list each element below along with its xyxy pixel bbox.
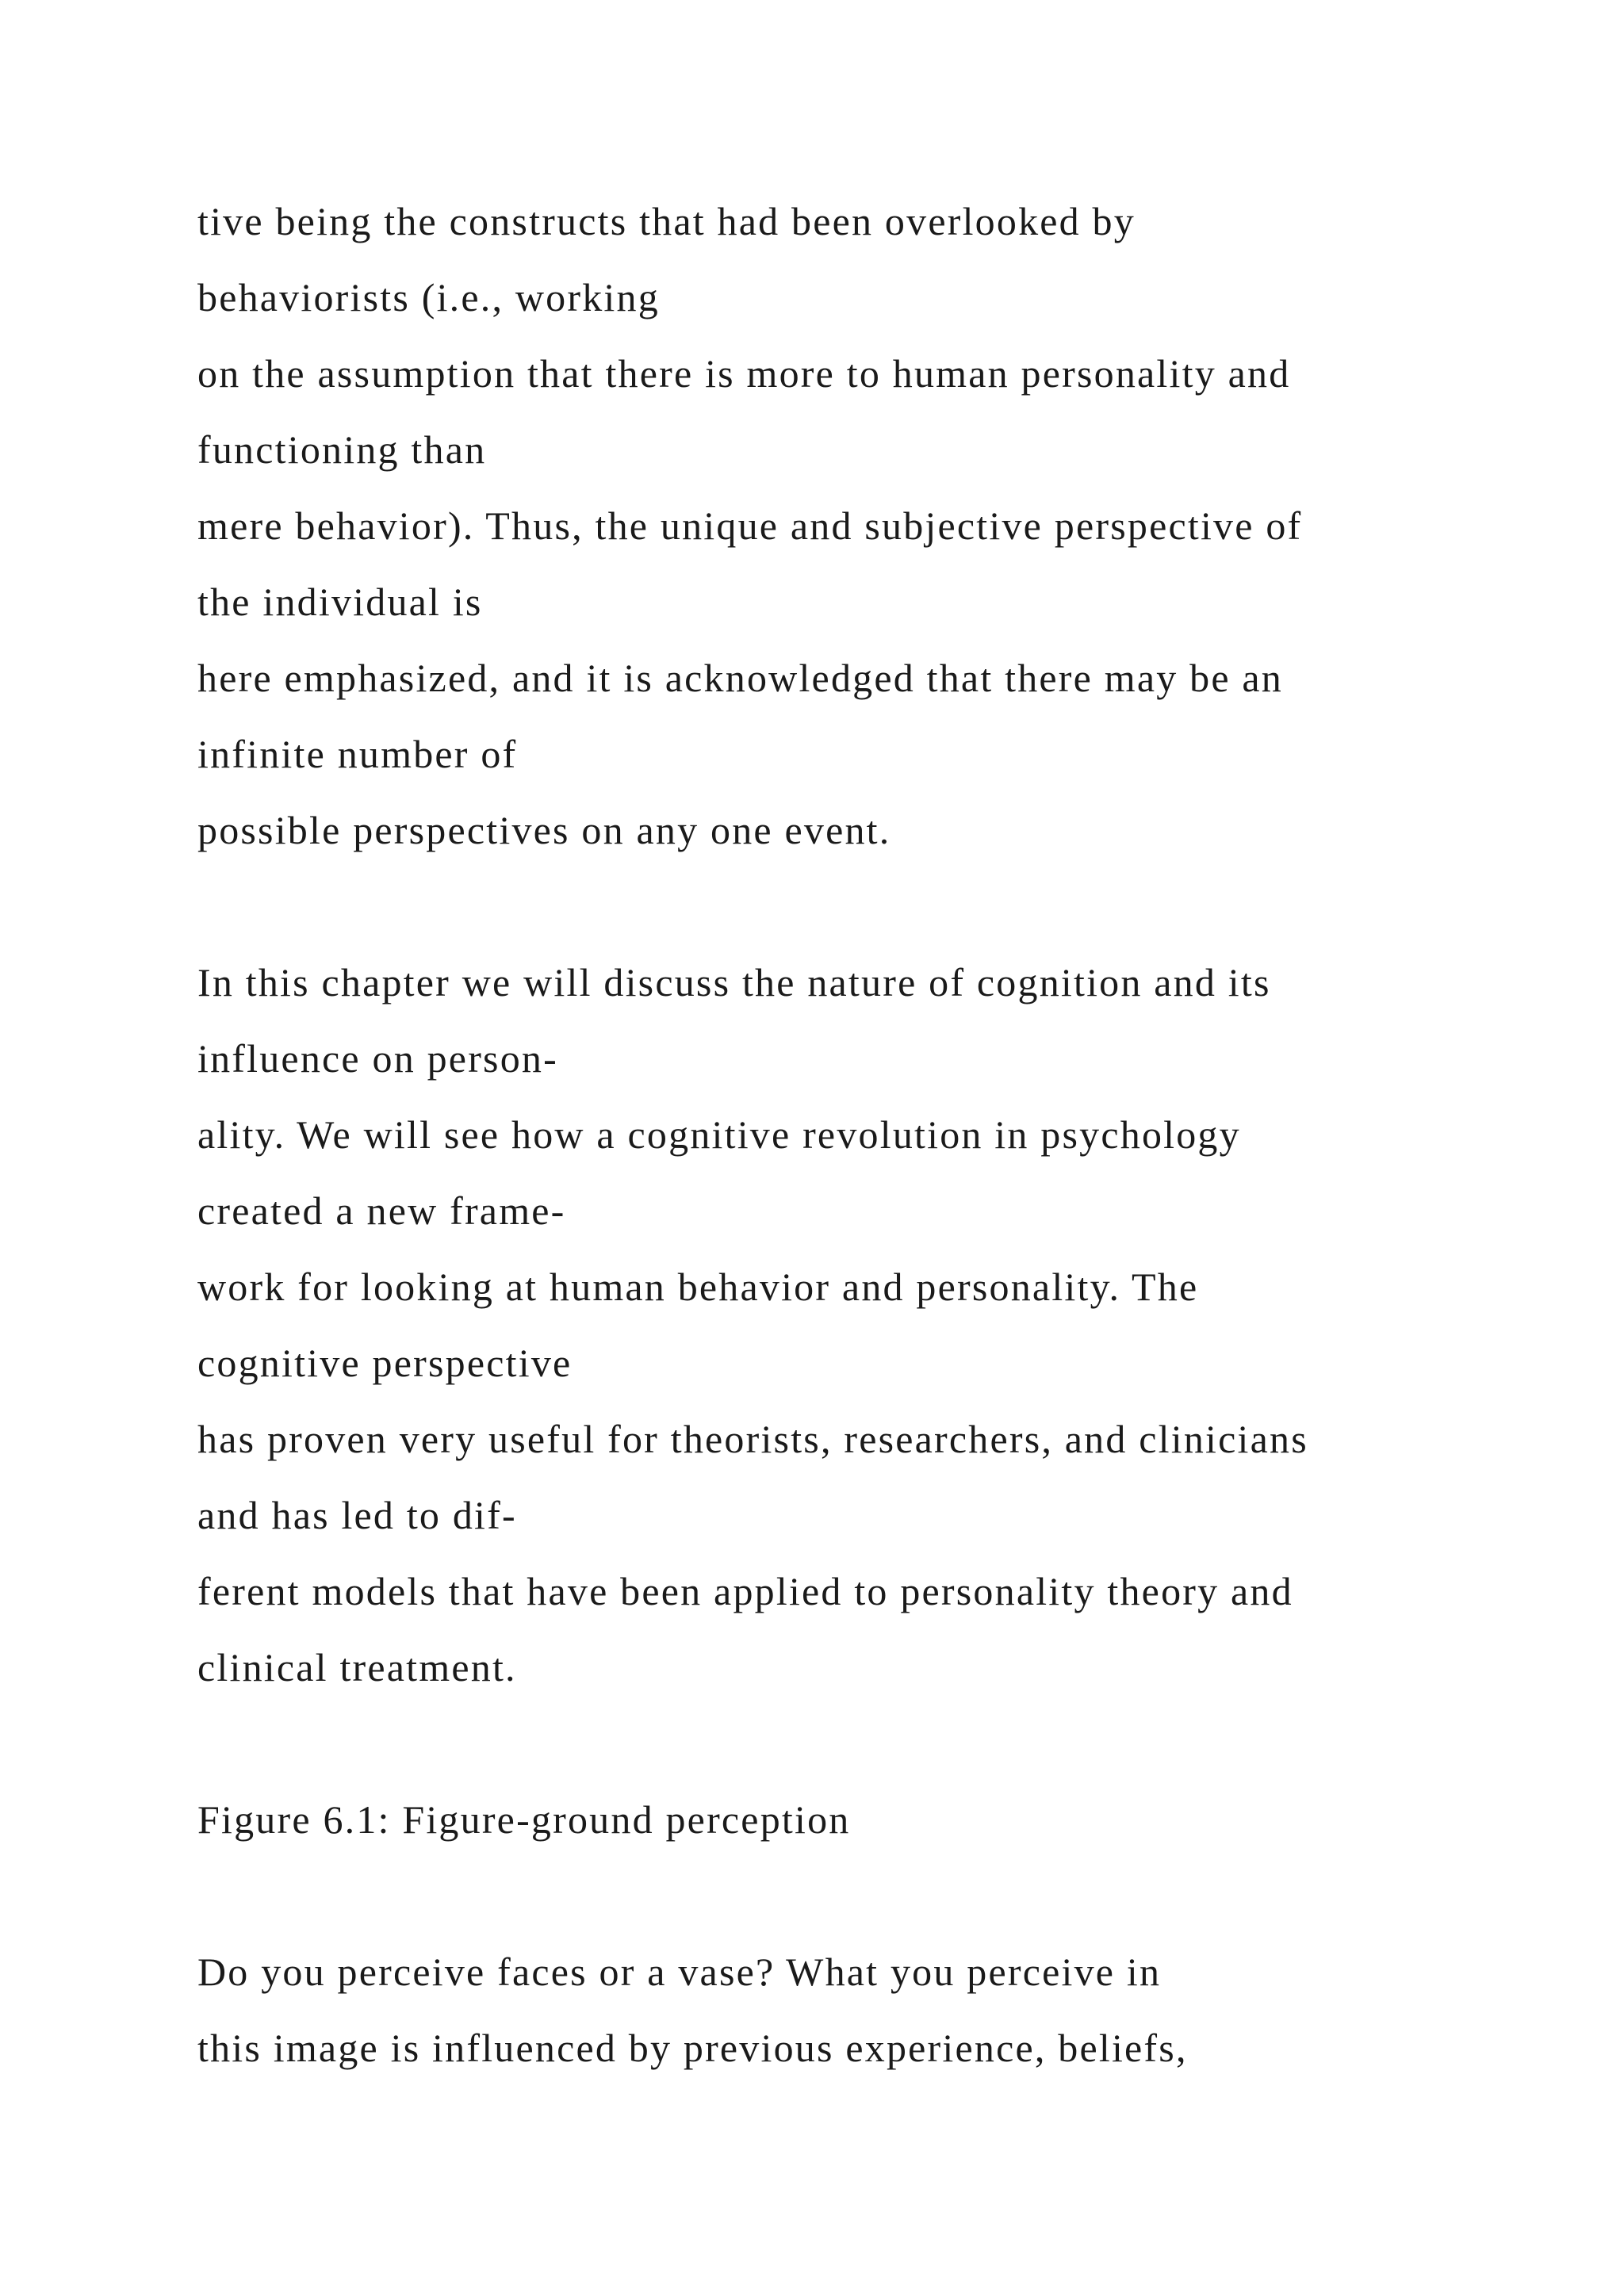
text-line: and has led to dif- — [197, 1493, 517, 1537]
text-line: created a new frame- — [197, 1188, 566, 1233]
text-line: tive being the constructs that had been overlooked by — [197, 199, 1136, 243]
text-line: influence on person- — [197, 1036, 558, 1081]
text-line: mere behavior). Thus, the unique and subjective perspective of — [197, 503, 1303, 548]
text-line: possible perspectives on any one event. — [197, 808, 891, 852]
paragraph — [197, 958, 1561, 1719]
text-line: work for looking at human behavior and personality. The — [197, 1265, 1199, 1309]
text-line: has proven very useful for theorists, researchers, and clinicians — [197, 1417, 1308, 1461]
text-line: Do you perceive faces or a vase? What you perceive in — [197, 1950, 1162, 1994]
figure-caption: Figure 6.1: Figure-ground perception — [197, 1797, 851, 1842]
text-line: ality. We will see how a cognitive revolution in psychology — [197, 1112, 1241, 1157]
text-line: infinite number of — [197, 732, 518, 776]
text-line: here emphasized, and it is acknowledged that there may be an — [197, 656, 1284, 700]
text-line: this image is influenced by previous experience, beliefs, — [197, 2026, 1188, 2070]
paragraph-gap — [197, 1871, 1561, 1947]
text-line: cognitive perspective — [197, 1341, 573, 1385]
text-line: functioning than — [197, 427, 487, 472]
paragraph — [197, 197, 1561, 882]
document-body — [197, 197, 1561, 2099]
text-line: on the assumption that there is more to human personality and — [197, 351, 1291, 396]
text-line: the individual is — [197, 580, 483, 624]
paragraph-gap — [197, 1719, 1561, 1795]
paragraph — [197, 1947, 1561, 2099]
text-line: ferent models that have been applied to personality theory and — [197, 1569, 1293, 1613]
text-line: In this chapter we will discuss the nature of cognition and its — [197, 960, 1271, 1004]
paragraph-gap — [197, 882, 1561, 958]
text-line: behaviorists (i.e., working — [197, 275, 660, 320]
text-line: clinical treatment. — [197, 1645, 517, 1689]
